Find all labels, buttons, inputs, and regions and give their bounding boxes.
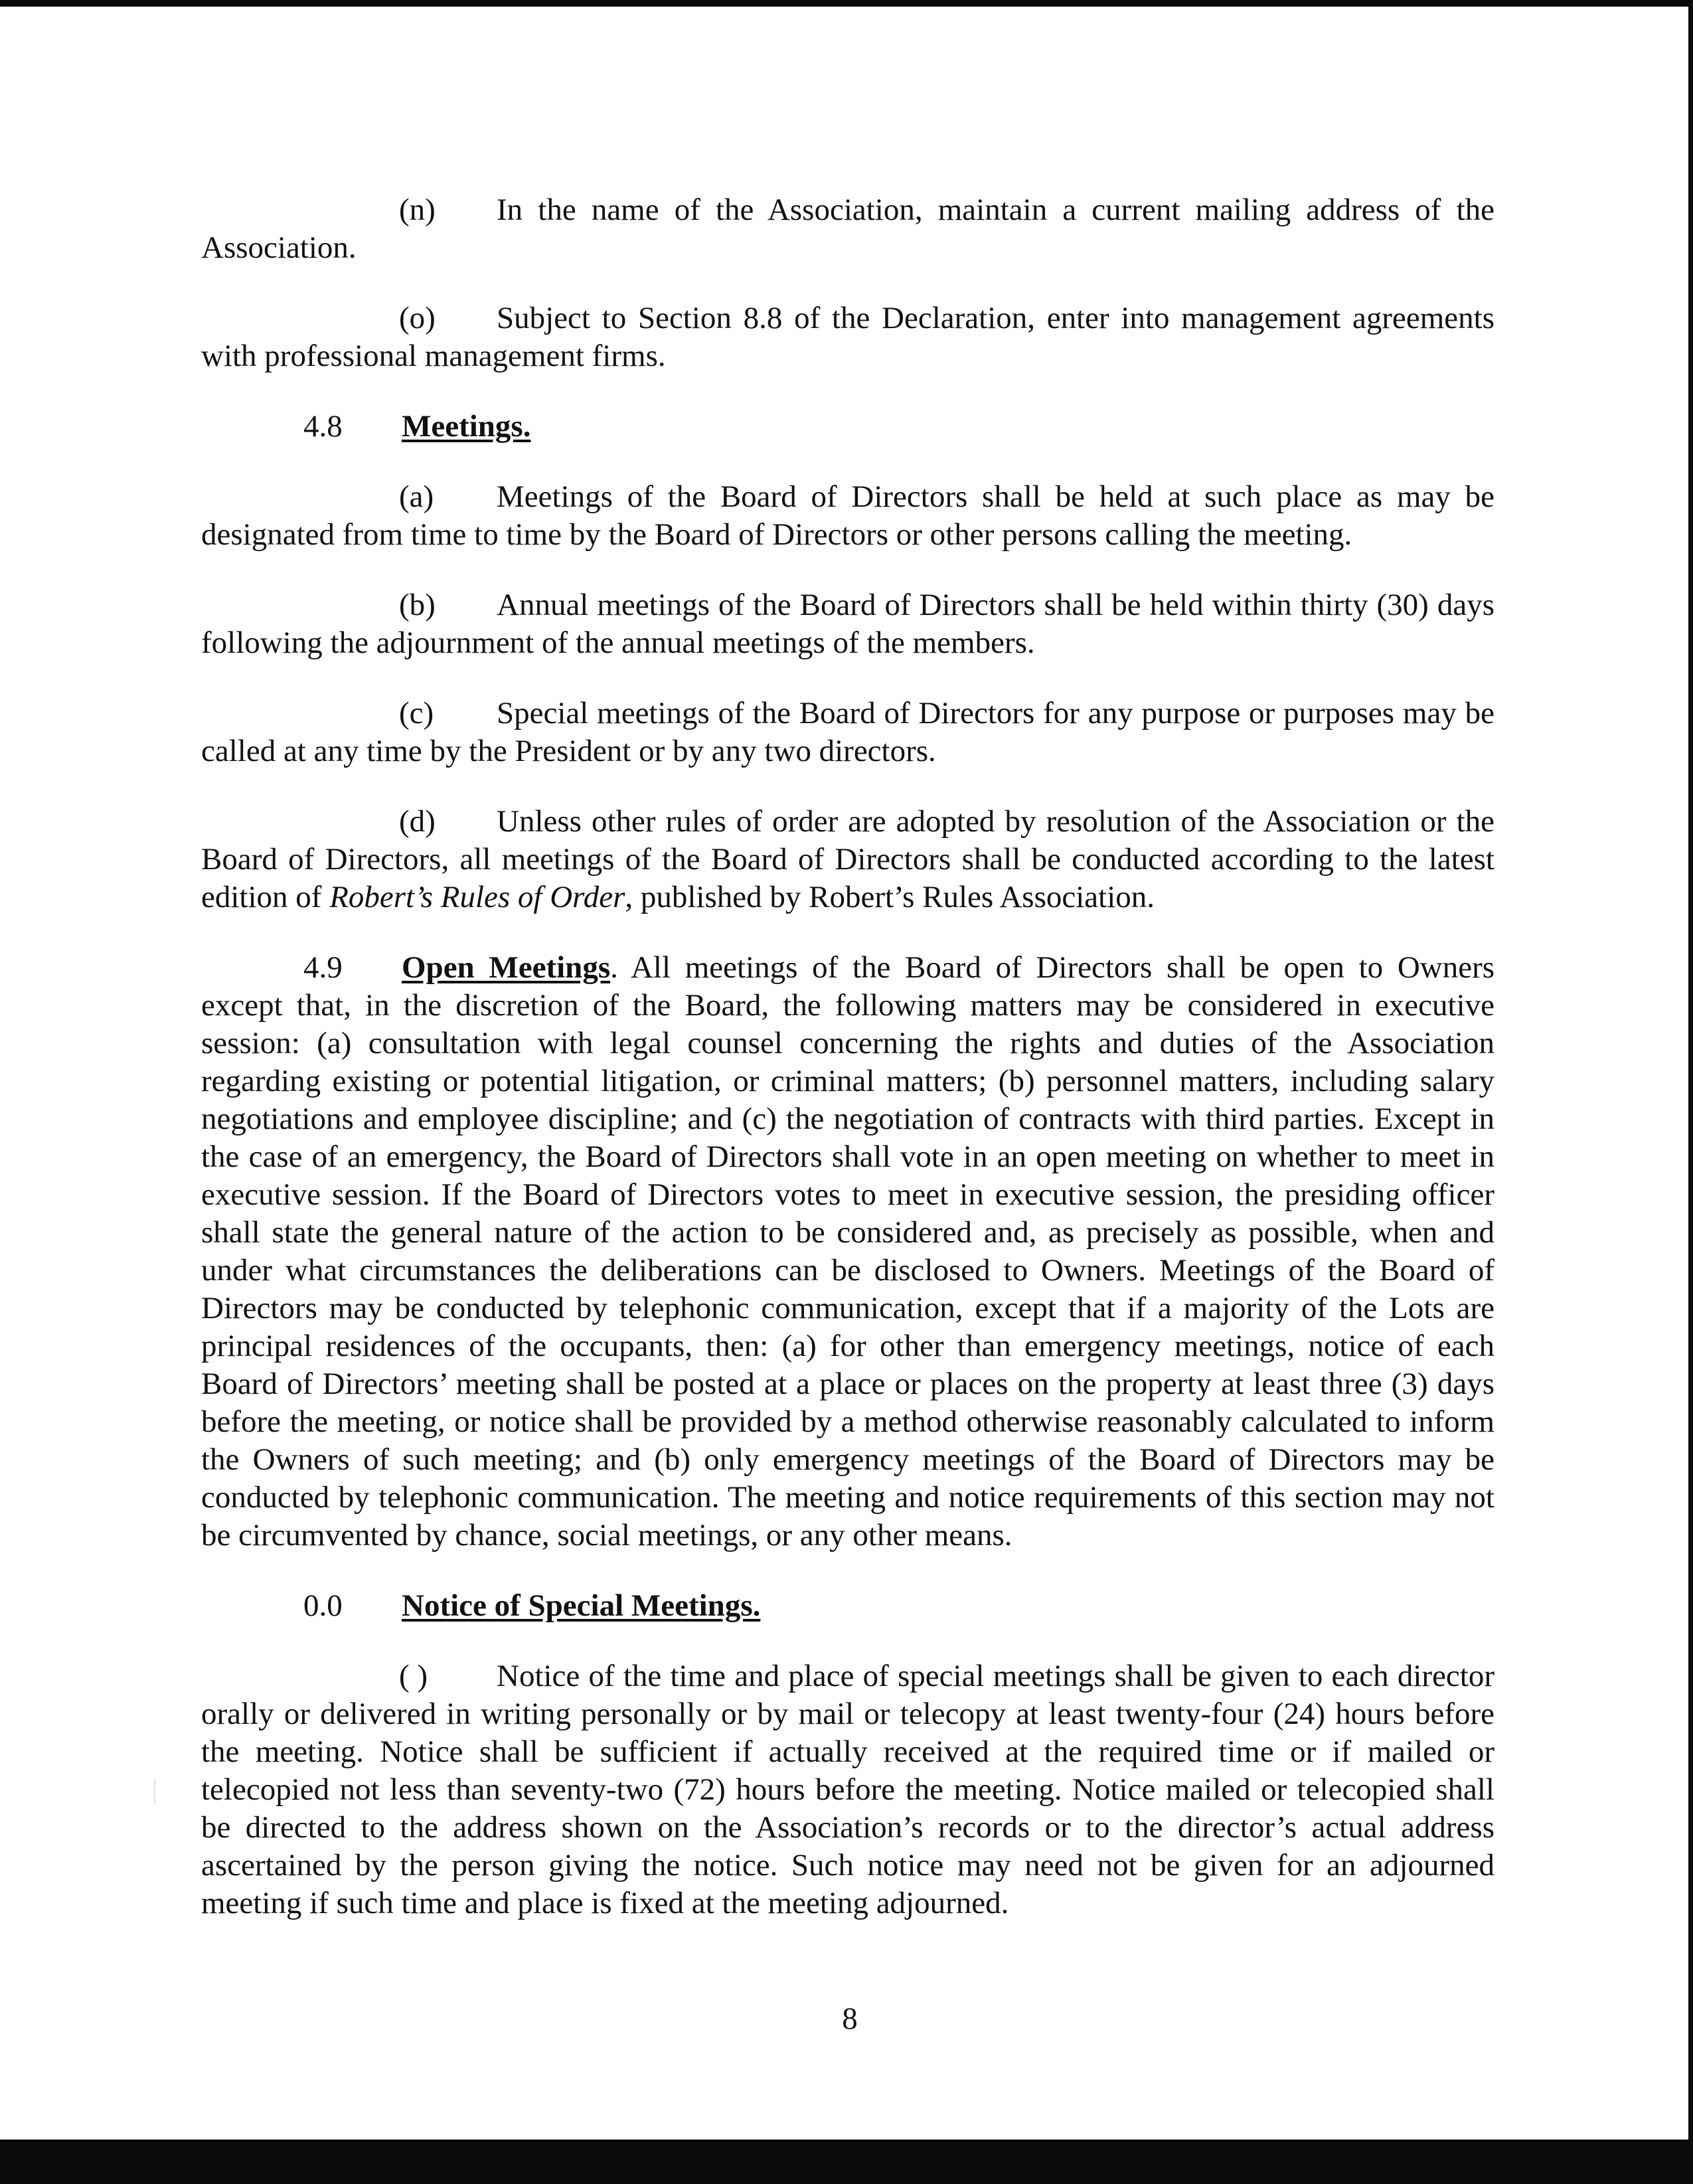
page-number: 8 [842,2001,858,2036]
item-text: Special meetings of the Board of Directors for any purpose or purposes may be called at any time by the President or by any two directors. [201,696,1494,768]
item-text: Meetings of the Board of Directors shall be held at such place as may be designated from time to time by the Board of Directors or other persons calling the meeting. [201,479,1494,552]
paragraph-o [201,299,1494,375]
paragraph-4-8-a [201,478,1494,554]
section-text: . All meetings of the Board of Directors shall be open to Owners except that, in the discretion of the Board, the following matters may be considered in executive session: (a) consultation with legal counsel concerning the rights and duties of the Association regarding existing or potential litigation, or criminal matters; (b) personnel matters, including salary negotiations and employee discipline; and (c) the negotiation of contracts with third parties. Except in the case of an emergency, the Board of Directors shall vote in an open meeting on whether to meet in executive session. If the Board of Directors votes to meet in executive session, the presiding officer shall state the general nature of the action to be considered and, as precisely as possible, when and under what circumstances the deliberations can be disclosed to Owners. Meetings of the Board of Directors may be conducted by telephonic communication, except that if a majority of the Lots are principal residences of the occupants, then: (a) for other than emergency meetings, notice of each Board of Directors’ meeting shall be posted at a place or places on the property at least three (3) days before the meeting, or notice shall be provided by a method otherwise reasonably calculated to inform the Owners of such meeting; and (b) only emergency meetings of the Board of Directors may be conducted by telephonic communication. The meeting and notice requirements of this section may not be circumvented by chance, social meetings, or any other means. [201,950,1495,1553]
section-title: Open Meetings [402,950,611,985]
section-number: 4.9 [303,950,343,985]
item-label: (c) [399,696,434,730]
scan-edge-top [0,0,1693,7]
scan-edge-bottom [0,2140,1693,2184]
item-label: (n) [399,193,436,227]
item-text-before: Unless other rules of order are adopted by resolution of the Association or the Board of Directors, all meetings of the Board of Directors shall be conducted according to the latest edition of [201,804,1494,914]
item-label: ( ) [399,1659,428,1693]
item-label: (a) [399,479,434,514]
item-label: (o) [399,301,436,335]
item-text-after: , published by Robert’s Rules Association. [625,880,1155,914]
item-text: In the name of the Association, maintain a current mailing address of the Association. [201,193,1494,265]
paragraph-4-8-c [201,695,1494,770]
document-page [201,191,1494,1922]
paragraph-4-8-b [201,586,1494,662]
item-text: Subject to Section 8.8 of the Declaration, enter into management agreements with professional management firms. [201,301,1494,373]
section-heading-0-0 [201,1587,1494,1625]
section-title: Notice of Special Meetings. [402,1588,761,1623]
scan-edge-right [1688,0,1693,2184]
section-4-9-open-meetings [201,949,1494,1554]
paragraph-4-8-d [201,803,1494,916]
paragraph-0-0-blank [201,1657,1494,1922]
section-number: 0.0 [303,1588,343,1623]
section-heading-4-8 [201,408,1494,446]
item-text: Notice of the time and place of special meetings shall be given to each director orally or delivered in writing personally or by mail or telecopy at least twenty-four (24) hours before the meeting. Notice shall be sufficient if actually received at the required time or if mailed or telecopied not less than seventy-two (72) hours before the meeting. Notice mailed or telecopied shall be directed to the address shown on the Association’s records or to the director’s actual address ascertained by the person giving the notice. Such notice may need not be given for an adjourned meeting if such time and place is fixed at the meeting adjourned. [201,1659,1494,1920]
scan-margin-mark [154,1778,155,1805]
paragraph-n [201,191,1494,267]
item-text-italic: Robert’s Rules of Order [329,880,625,914]
item-text: Annual meetings of the Board of Directors shall be held within thirty (30) days following the adjournment of the annual meetings of the members. [201,588,1494,660]
section-title: Meetings. [402,409,531,444]
item-label: (b) [399,588,436,622]
section-number: 4.8 [303,409,343,444]
item-label: (d) [399,804,436,839]
